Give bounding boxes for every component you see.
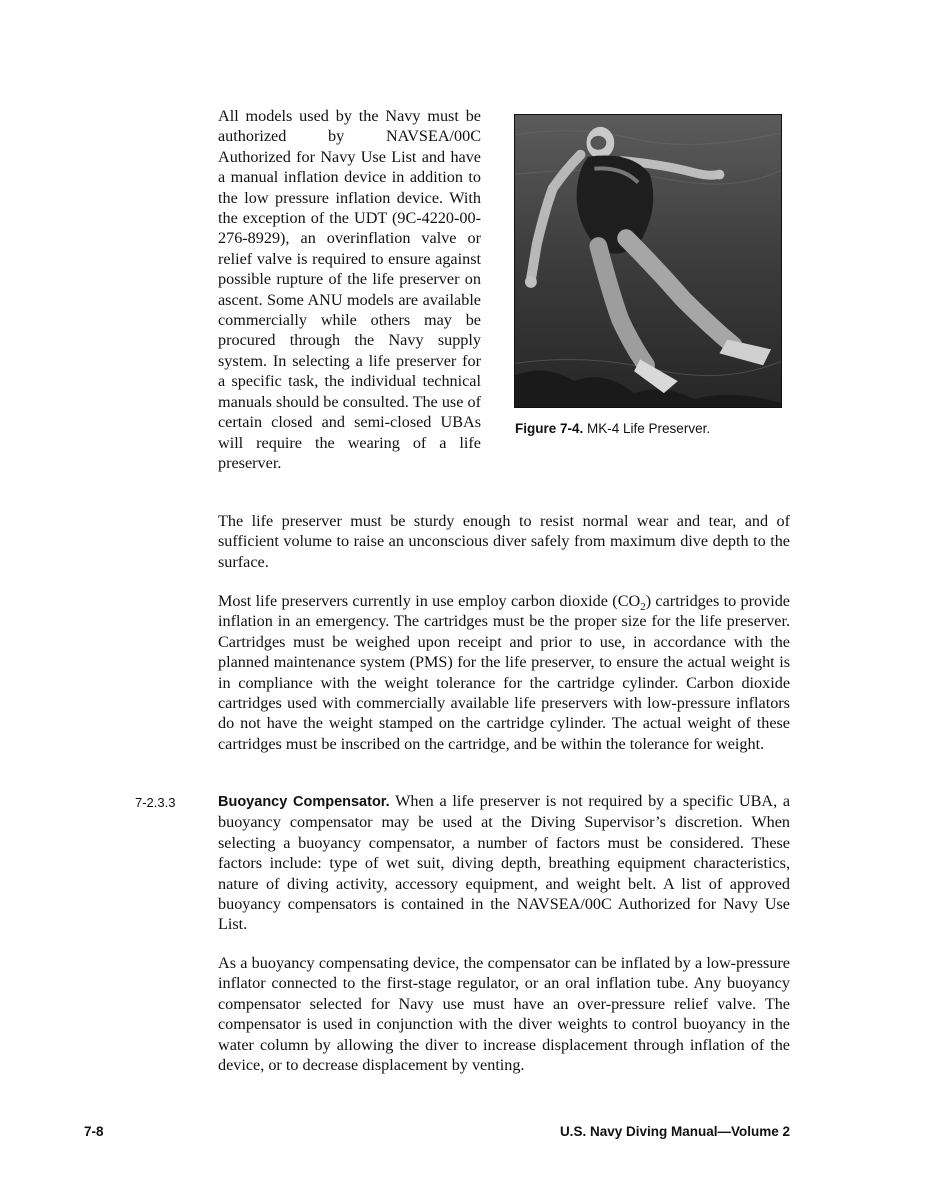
section-buoyancy-compensator	[218, 791, 790, 935]
figure-label: Figure 7-4.	[515, 421, 584, 436]
section-number: 7-2.3.3	[135, 795, 176, 810]
figure-caption	[515, 420, 815, 438]
intro-paragraph: All models used by the Navy must be authorized by NAVSEA/00C Authorized for Navy Use List and have a manual inflation device in addition to the low pressure inflation device. With the exception of the UDT (9C-4220-00-276-8929), an overinflation valve or relief valve is required to ensure against possible rupture of the life preserver on ascent. Some ANU models are available commercially while others may be procured through the Navy supply system. In selecting a life preserver for a specific task, the individual technical manuals should be consulted. The use of certain closed and semi-closed UBAs will require the wearing of a life preserver.	[218, 107, 481, 472]
section-text	[218, 791, 790, 935]
paragraph-compensating	[218, 953, 790, 1075]
co2-after: ) cartridges to provide inflation in an emergency. The cartridges must be the proper size for the life preserver. Cartridges must be weighed upon receipt and prior to use, in accordance with the planned maintenance system (PMS) for the life preserver, to ensure the actual weight is in compliance with the weight tolerance for the cartridge cylinder. Carbon dioxide cartridges used with commercially available life preservers with low-pressure inflators do not have the weight stamped on the cartridge cylinder. The actual weight of these cartridges must be inscribed on the cartridge, and be within the tolerance for weight.	[218, 592, 790, 753]
paragraph-co2	[218, 591, 790, 754]
paragraph-compensating-text: As a buoyancy compensating device, the compensator can be inflated by a low-pressure inflator connected to the first-stage regulator, or an oral inflation tube. Any buoyancy compensator selected for Navy use must have an over-pressure relief valve. The compensator is used in conjunction with the diver weights to control buoyancy in the water column by allowing the diver to increase displacement through inflation of the device, or to decrease displacement by venting.	[218, 954, 790, 1075]
section-heading: Buoyancy Compensator.	[218, 794, 390, 810]
figure-photo	[514, 114, 782, 408]
co2-before: Most life preservers currently in use employ carbon dioxide (CO	[218, 592, 641, 610]
figure-title: MK-4 Life Preserver.	[587, 421, 711, 436]
diver-photo-icon	[515, 115, 781, 407]
paragraph-sturdy-text: The life preserver must be sturdy enough to resist normal wear and tear, and of sufficient volume to raise an unconscious diver safely from maximum dive depth to the surface.	[218, 512, 790, 571]
paragraph-co2-text	[218, 591, 790, 754]
paragraph-sturdy	[218, 511, 790, 572]
co2-subscript: 2	[640, 601, 646, 614]
footer-page-number: 7-8	[84, 1124, 104, 1139]
section-body: When a life preserver is not required by a specific UBA, a buoyancy compensator may be used at the Diving Supervisor’s discretion. When selecting a buoyancy compensator, a number of factors must be considered. These factors include: type of wet suit, diving depth, breathing equipment characteristics, nature of diving activity, accessory equipment, and weight belt. A list of approved buoyancy compensators is contained in the NAVSEA/00C Authorized for Navy Use List.	[218, 792, 791, 934]
footer-manual-title: U.S. Navy Diving Manual—Volume 2	[559, 1124, 790, 1139]
